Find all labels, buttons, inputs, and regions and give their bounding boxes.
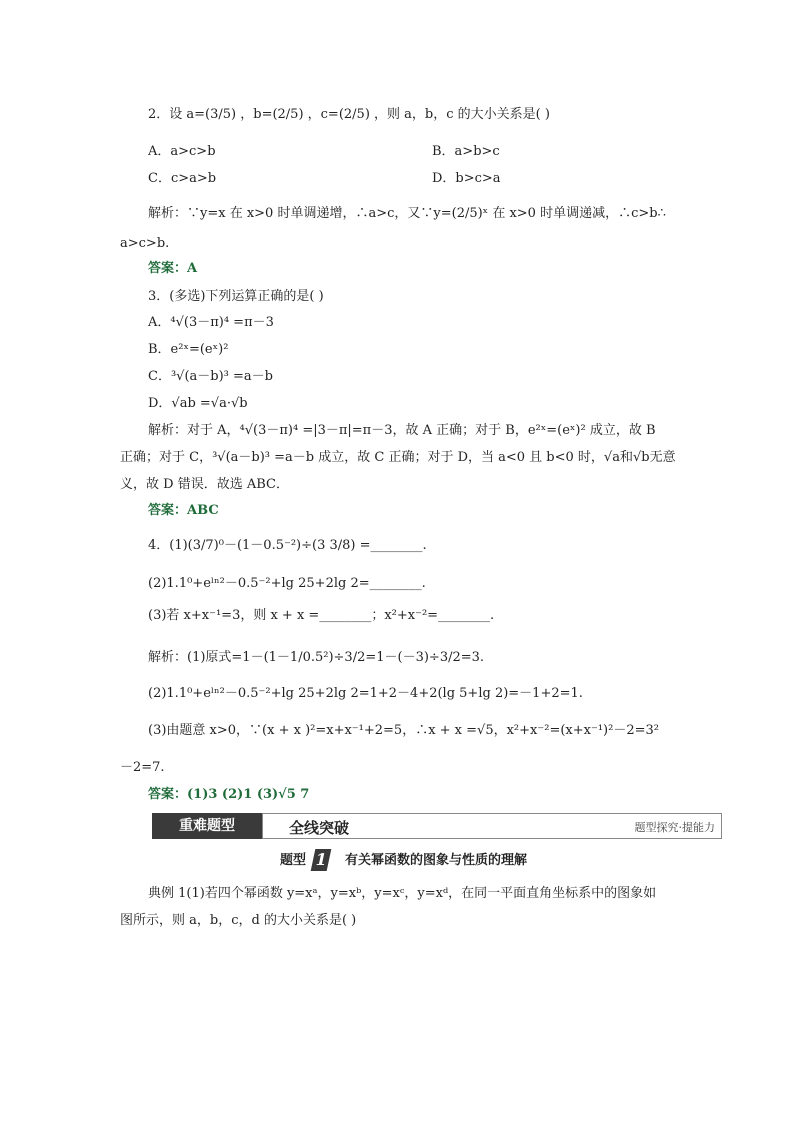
topic-prefix: 题型 — [280, 853, 307, 868]
q2-answer: 答案：A — [148, 261, 198, 276]
q3-analysis: 解析：对于 A，⁴√(3－π)⁴ =|3－π|=π－3，故 A 正确；对于 B，e²ˣ=(eˣ)² 成立，故 B — [148, 423, 656, 438]
example-stem: 典例 1(1)若四个幂函数 y=xᵃ，y=xᵇ，y=xᶜ，y=xᵈ，在同一平面直角坐标系中的图象如 — [148, 886, 657, 901]
q3-analysis-cont1: 正确；对于 C，³√(a－b)³ =a－b 成立，故 C 正确；对于 D，当 a<0 且 b<0 时，√a和√b无意 — [120, 450, 676, 465]
q2-option-b: B．a>b>c — [432, 144, 500, 159]
q2-option-d: D．b>c>a — [432, 171, 501, 186]
topic-number-marker: 1 — [311, 849, 332, 871]
q4-analysis-1: 解析：(1)原式=1－(1－1/0.5²)÷3/2=1－(－3)÷3/2=3. — [148, 650, 485, 665]
q2-stem: 2．设 a=(3/5) ，b=(2/5) ，c=(2/5) ，则 a，b，c 的大小关系是( ) — [148, 107, 550, 122]
q3-analysis-cont2: 义，故 D 错误．故选 ABC． — [120, 477, 289, 492]
q4-analysis-3: (3)由题意 x>0，∵(x + x )²=x+x⁻¹+2=5，∴x + x =√5，x²+x⁻²=(x+x⁻¹)²－2=3² — [148, 723, 659, 738]
q4-answer: 答案：(1)3 (2)1 (3)√5 7 — [148, 787, 310, 802]
q2-option-c: C．c>a>b — [148, 171, 217, 186]
q4-part1: 4．(1)(3/7)⁰－(1－0.5⁻²)÷(3 3/8) =________. — [148, 538, 427, 553]
q3-stem: 3．(多选)下列运算正确的是( ) — [148, 289, 324, 304]
q2-analysis: 解析：∵y=x 在 x>0 时单调递增，∴a>c，又∵y=(2/5)ˣ 在 x>0 时单调递减，∴c>b∴ — [148, 206, 666, 221]
q4-analysis-2: (2)1.1⁰+eˡⁿ²－0.5⁻²+lg 25+2lg 2=1+2－4+2(lg 5+lg 2)=－1+2=1. — [148, 686, 583, 701]
banner-tag: 重难题型 — [152, 813, 262, 839]
section-banner — [152, 813, 722, 839]
q3-answer: 答案：ABC — [148, 503, 219, 518]
q3-option-d: D．√ab =√a·√b — [148, 396, 248, 411]
q2-option-a: A．a>c>b — [148, 144, 216, 159]
banner-subtitle: 题型探究·提能力 — [634, 821, 715, 834]
q3-option-c: C．³√(a－b)³ =a－b — [148, 369, 273, 384]
example-stem-cont: 图所示，则 a，b，c，d 的大小关系是( ) — [120, 913, 357, 928]
q4-part3: (3)若 x+x⁻¹=3，则 x + x =________；x²+x⁻²=________. — [148, 608, 495, 623]
banner-title: 全线突破 — [289, 819, 350, 837]
q3-option-a: A．⁴√(3－π)⁴ =π－3 — [148, 315, 274, 330]
q3-option-b: B．e²ˣ=(eˣ)² — [148, 342, 229, 357]
topic-heading: 有关幂函数的图象与性质的理解 — [345, 853, 528, 868]
banner-body — [262, 813, 722, 839]
q2-analysis-cont: a>c>b. — [120, 236, 170, 251]
q4-analysis-3-cont: －2=7. — [120, 760, 165, 775]
q4-part2: (2)1.1⁰+eˡⁿ²－0.5⁻²+lg 25+2lg 2=________. — [148, 576, 426, 591]
